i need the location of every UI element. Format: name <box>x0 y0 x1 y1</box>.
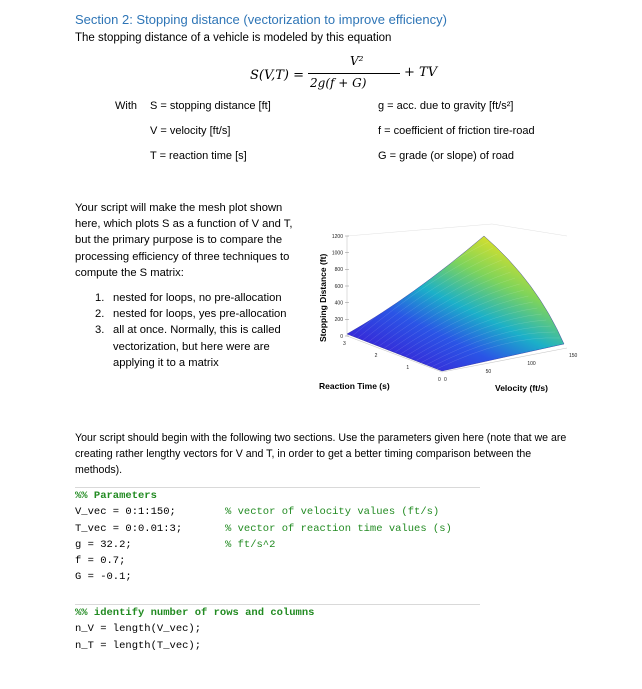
def-g: g = acc. due to gravity [ft/s²] <box>378 100 514 112</box>
def-f: f = coefficient of friction tire-road <box>378 125 535 137</box>
def-grade: G = grade (or slope) of road <box>378 150 515 162</box>
code-block-parameters <box>75 487 480 586</box>
x-tick-label: 3 <box>343 341 346 347</box>
z-tick-label: 200 <box>334 317 343 324</box>
code-line <box>75 569 480 585</box>
code-text: V_vec = 0:1:150; <box>75 506 176 519</box>
z-tick-label: 800 <box>334 267 343 274</box>
method-text: all at once. Normally, this is called vectorization, but here were are applying it to a matrix <box>113 324 281 369</box>
paragraph-mesh-plot: Your script will make the mesh plot shown here, which plots S as a function of V and T, but the primary purpose is to compare the processing efficiency of three techniques to compute the S matrix: <box>75 202 293 279</box>
code-block-dimensions <box>75 604 480 654</box>
x-tick-label: 0 <box>438 377 441 383</box>
code-line <box>75 553 480 569</box>
back-edge <box>347 224 492 236</box>
code-line: n_V = length(V_vec); <box>75 623 202 636</box>
code-line <box>75 504 480 520</box>
code-comment: % ft/s^2 <box>225 538 276 551</box>
code-line: n_T = length(T_vec); <box>75 639 202 652</box>
back-edge <box>492 224 567 236</box>
with-label: With <box>115 100 137 112</box>
y-tick-label: 50 <box>485 369 492 375</box>
paragraph-instructions: Your script should begin with the following two sections. Use the parameters given here (note that we are creating rather lengthy vectors for V and T, in order to get a better timing comparison between the methods). <box>75 432 567 476</box>
def-v: V = velocity [ft/s] <box>150 125 231 137</box>
def-t: T = reaction time [s] <box>150 150 247 162</box>
method-text: nested for loops, yes pre-allocation <box>113 308 287 321</box>
x-axis-label: Reaction Time (s) <box>319 381 390 391</box>
method-text: nested for loops, no pre-allocation <box>113 292 282 304</box>
z-axis-label: Stopping Distance (ft) <box>318 253 328 342</box>
code-text: G = -0.1; <box>75 571 132 584</box>
code-section-header: %% identify number of rows and columns <box>75 607 315 619</box>
list-item: 2. nested for loops, yes pre-allocation <box>95 308 287 321</box>
surface-plot <box>312 222 590 402</box>
methods-list <box>95 290 305 371</box>
equation-tail: + TV <box>404 65 438 80</box>
code-text: g = 32.2; <box>75 538 132 551</box>
code-comment: % vector of velocity values (ft/s) <box>225 506 440 519</box>
intro-text: The stopping distance of a vehicle is modeled by this equation <box>75 32 392 44</box>
code-line <box>75 521 480 537</box>
list-item: 3. all at once. Normally, this is called vectorization, but here were are applying it to a matrix <box>95 324 281 369</box>
y-tick-label: 0 <box>444 377 447 383</box>
y-tick-label: 100 <box>527 361 536 367</box>
fraction-bar <box>308 73 400 74</box>
equation-lhs: S(V,T) = <box>250 68 304 83</box>
z-tick-label: 600 <box>334 283 343 290</box>
code-section-header: %% Parameters <box>75 490 157 502</box>
equation <box>220 50 440 95</box>
code-text: f = 0.7; <box>75 555 126 568</box>
code-text: T_vec = 0:0.01:3; <box>75 522 183 535</box>
z-tick-label: 400 <box>334 300 343 307</box>
code-line <box>75 537 480 553</box>
section-title: Section 2: Stopping distance (vectorization to improve efficiency) <box>75 12 447 27</box>
list-item: 1. nested for loops, no pre-allocation <box>95 292 282 304</box>
equation-numerator: V² <box>350 54 364 68</box>
code-comment: % vector of reaction time values (s) <box>225 522 452 535</box>
x-tick-label: 1 <box>406 365 410 371</box>
z-tick-label: 0 <box>340 333 343 340</box>
y-tick-label: 150 <box>569 353 578 359</box>
def-s: S = stopping distance [ft] <box>150 100 271 112</box>
y-axis-label: Velocity (ft/s) <box>495 383 548 393</box>
surface-mesh <box>347 236 564 371</box>
z-tick-label: 1200 <box>331 233 343 240</box>
z-tick-label: 1000 <box>331 250 343 257</box>
x-tick-label: 2 <box>374 353 378 359</box>
equation-denominator: 2g(f + G) <box>310 76 367 90</box>
